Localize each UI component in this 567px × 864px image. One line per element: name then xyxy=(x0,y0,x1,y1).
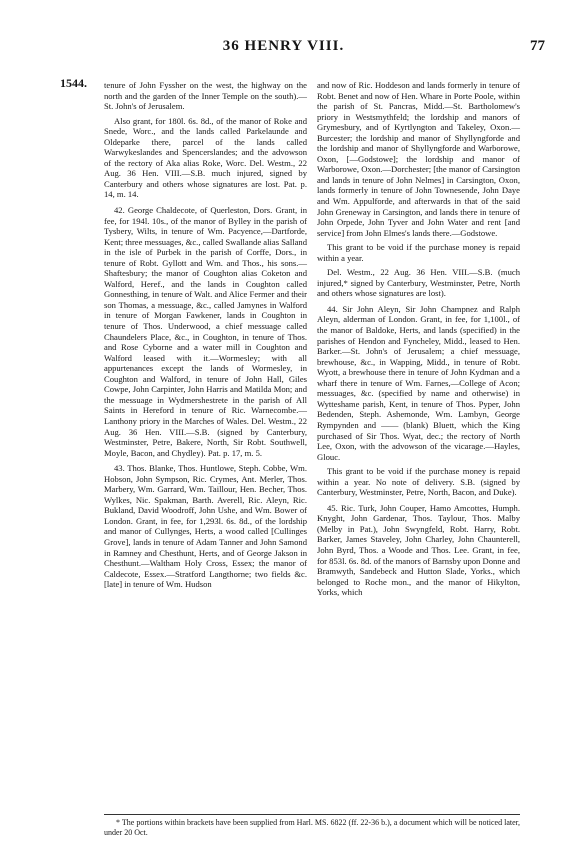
margin-year: 1544. xyxy=(60,76,87,90)
entry-43: 43. Thos. Blanke, Thos. Huntlowe, Steph. Cobbe, Wm. Hobson, John Sympson, Ric. Crymes, Ant. Merler, Thos. Marbery, Wm. Garrard, Wm. Taillour, Hen. Becher, Thos. Wylkes, Nic. Spakman, Barth. Averell, Ric. Aleyn, Ric. Bukland, David Woodroff, John Ushe, and Wm. Bower of London. Grant, in fee, for 1,293l. 6s. 8d., of the lordship and manor of Cullynges, Herts, a wood called [Cullinges Grove], lands in tenure of Adam Tanner and John Samond in Ramney and Chesthunt, Herts, and of George Jakson in Chesthunt.—Waltham Holy Cross, Essex; the manor of Caldecote, Essex.—Stratford Langthorne; two fields &c. [late] in tenure of Wm. Hudson xyxy=(104,463,307,590)
entry-45: 45. Ric. Turk, John Couper, Hamo Amcottes, Humph. Knyght, John Gardenar, Thos. Taylour, Thos. Malby (Melby in Pat.), John Swyngfeld, Robt. Harry, Robt. Barker, James Staveley, John Charley, John Chaunterell, John Byrd, Thos. a Woode and Thos. Lee. Grant, in fee, for 853l. 6s. 8d. of the manors of Barnsby upon Donne and Bramwyth, Sandebeck and Hutton Slade, Yorks., which belonged to Roche mon., and the manor of Hikylton, Yorks, which xyxy=(317,502,520,598)
entry-41-also-grant: Also grant, for 180l. 6s. 8d., of the manor of Roke and Snede, Worc., and the lands called Parkelaunde and Oldeparke there, parcel of the lands called Warwykeslandes and Spencerslandes; and the advowson of the rectory of Aka alias Roke, Worc. Del. Westm., 22 Aug. 36 Hen. VIII.—S.B. much injured, signed by Canterbury and others whose signatures are lost. Pat. p. 14, m. 14. xyxy=(104,115,307,200)
entry-41-continuation: tenure of John Fyssher on the west, the highway on the north and the garden of the Inner Temple on the south).—St. John's of Jerusalem. xyxy=(104,80,307,112)
running-head xyxy=(0,38,567,58)
running-head-title: 36 HENRY VIII. xyxy=(222,38,345,54)
entry-43-delivery: Del. Westm., 22 Aug. 36 Hen. VIII.—S.B. (much injured,* signed by Canterbury, Westminster, Petre, North and others whose signatures are lost). xyxy=(317,267,520,299)
entry-44-void-clause: This grant to be void if the purchase money is repaid within a year. No note of delivery. S.B. (signed by Canterbury, Westminster, Petre, North, Bacon, and Duke). xyxy=(317,466,520,498)
entry-44: 44. Sir John Aleyn, Sir John Champnez and Ralph Aleyn, alderman of London. Grant, in fee, for 1,100l., of the manor of Baldoke, Herts, and lands (specified) in the parishes of Hendon and Fyncheley, Midd., leased to Hen. Barker.—St. John's of Jerusalem; a chief messuage, brewhouse, &c., in Wapping, Midd., in tenure of Robt. Wyott, a brewhouse there in tenure of John Kydman and a wharf there in tenure of Wm. Farnes,—College of Acon; messuages, &c. (specified by name and otherwise) in Wytteshame parish, Kent, in tenure of Thos. Pyper, John Bedenden, Steph. Ashemonde, Wm. Lambyn, George Rympynden and —— (blank) Bluett, which the King purchased of Sir Thos. Wyat, dec.; the rectory of North Lee, Oxon, with the advowson of the vicarage.—Hayles, Glouc. xyxy=(317,303,520,462)
footnote xyxy=(104,818,520,838)
entry-42: 42. George Chaldecote, of Querleston, Dors. Grant, in fee, for 194l. 10s., of the manor of Bylley in the parish of Tysbery, Wilts, in tenure of Wm. Pacyence,—Dartforde, Kent; three messuages, &c., called Swallande alias Salland in the isle of Purbek in the parish of Corffe, Dors., in tenure of Robt. Gyllott and Wm. and Thos., his sons.—Shaftesbury; the manor of Coughton alias Coketon and Walford, Heref., and the lands in Coughton called Gonnesthing, in tenure of Walt. and Alice Fermer and their son Thomas, a messuage, &c., called Jamynes in Walford in tenure of Morgan Fawkener, lands in Coughton in tenure of Thos. Underwood, a chief messuage called Chaundelers Place, &c., in Coughton, in tenure of Thos. and Rose Cyborne and a water mill in Coughton and Walford leased with it.—Wormesley; with all appurtenances except the lands of Wormesley, in Coughton and Walford, in tenure of John Hall, Giles Cowpe, John Carpinter, John Harris and Matilda Mon; and the messuage in Wydmershestrete in the parish of All Saints in Hereford in tenure of Ric. Warnecombe.—Lanthony priory in the Marches of Wales. Del. Westm., 22 Aug. 36 Hen. VIII.—S.B. (signed by Canterbury, Westminster, Petre, Bakere, North, Sir Robt. Southwell, Moyle, Bacon, and Chydley). Pat. p. 17, m. 5. xyxy=(104,205,307,458)
footnote-rule xyxy=(104,814,520,815)
page-number: 77 xyxy=(530,38,545,54)
footnote-text: * The portions within brackets have been supplied from Harl. MS. 6822 (ff. 22-36 b.), a document which will be noticed later, under 20 Oct. xyxy=(104,818,520,837)
right-column xyxy=(317,80,520,602)
left-column xyxy=(104,80,307,594)
entry-43-void-clause: This grant to be void if the purchase money is repaid within a year. xyxy=(317,242,520,263)
entry-43-continuation: and now of Ric. Hoddeson and lands formerly in tenure of Robt. Benet and now of Hen. Whare in Porte Poole, within the parish of St. Pancras, Midd.—St. Bartholomew's priory in Westsmythfeld; the lordship and manors of Grymesbury, and of Kyrtlyngton and Takeley, Oxon.—Burcester; the lordship and manor of Shyllyngforde and the lordship and manor of Shyllyngforde and Warborowe, Oxon, [—Godstowe]; the lordship and manor of Warborowe, Oxon.—Dorchester; [the manor of Carsington and lands in tenure of John Nelmes] in Carsington, Oxon, lands formerly in tenure of John Townesende, John Daye and Wm. Appulforde, and afterwards in that of the said John Greneway in Carsington, and lands there in tenure of John Orpede, John Tyver and John Water and rent [and service] from John Elmes's lands there.—Godstowe. xyxy=(317,80,520,238)
